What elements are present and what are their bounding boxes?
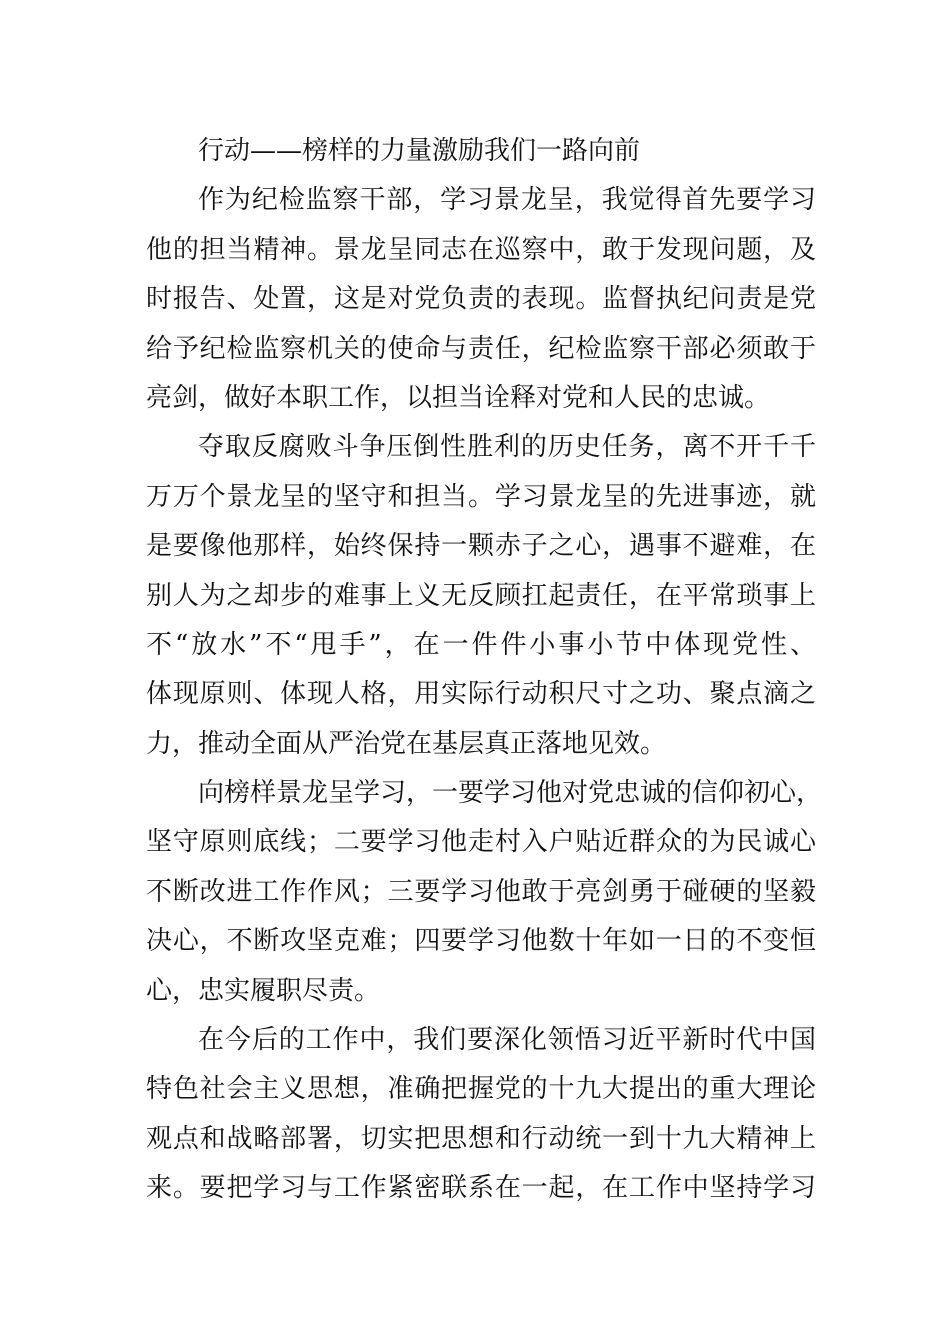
text-line: 不断改进工作作风；三要学习他敢于亮剑勇于碰硬的坚毅 (146, 876, 816, 907)
text-line: 作为纪检监察干部，学习景龙呈，我觉得首先要学习 (198, 185, 816, 216)
text-line: 时报告、处置，这是对党负责的表现。监督执纪问责是党 (146, 284, 816, 315)
text-line: 他的担当精神。景龙呈同志在巡察中，敢于发现问题，及 (146, 234, 816, 265)
text-line: 力，推动全面从严治党在基层真正落地见效。 (146, 728, 667, 759)
text-line: 坚守原则底线；二要学习他走村入户贴近群众的为民诚心 (146, 827, 816, 858)
text-line: 亮剑，做好本职工作，以担当诠释对党和人民的忠诚。 (146, 382, 771, 413)
text-line: 行动——榜样的力量激励我们一路向前 (198, 136, 641, 166)
text-line: 在今后的工作中，我们要深化领悟习近平新时代中国 (198, 1025, 816, 1056)
text-line: 不“放水”不“甩手”，在一件件小事小节中体现党性、 (146, 629, 816, 660)
text-line: 来。要把学习与工作紧密联系在一起，在工作中坚持学习 (146, 1173, 816, 1204)
text-line: 是要像他那样，始终保持一颗赤子之心，遇事不避难，在 (146, 531, 816, 562)
text-line: 别人为之却步的难事上义无反顾扛起责任，在平常琐事上 (146, 580, 816, 611)
text-line: 观点和战略部署，切实把思想和行动统一到十九大精神上 (146, 1123, 816, 1154)
text-line: 万万个景龙呈的坚守和担当。学习景龙呈的先进事迹，就 (146, 481, 816, 512)
document-body (146, 127, 823, 1214)
text-line: 夺取反腐败斗争压倒性胜利的历史任务，离不开千千 (198, 432, 816, 463)
text-line: 体现原则、体现人格，用实际行动积尺寸之功、聚点滴之 (146, 679, 816, 710)
text-line: 心，忠实履职尽责。 (146, 975, 381, 1006)
text-line: 特色社会主义思想，准确把握党的十九大提出的重大理论 (146, 1074, 816, 1105)
text-line: 给予纪检监察机关的使命与责任，纪检监察干部必须敢于 (146, 333, 816, 364)
text-line: 向榜样景龙呈学习，一要学习他对党忠诚的信仰初心， (198, 778, 823, 809)
text-line: 决心，不断攻坚克难；四要学习他数十年如一日的不变恒 (146, 926, 816, 957)
